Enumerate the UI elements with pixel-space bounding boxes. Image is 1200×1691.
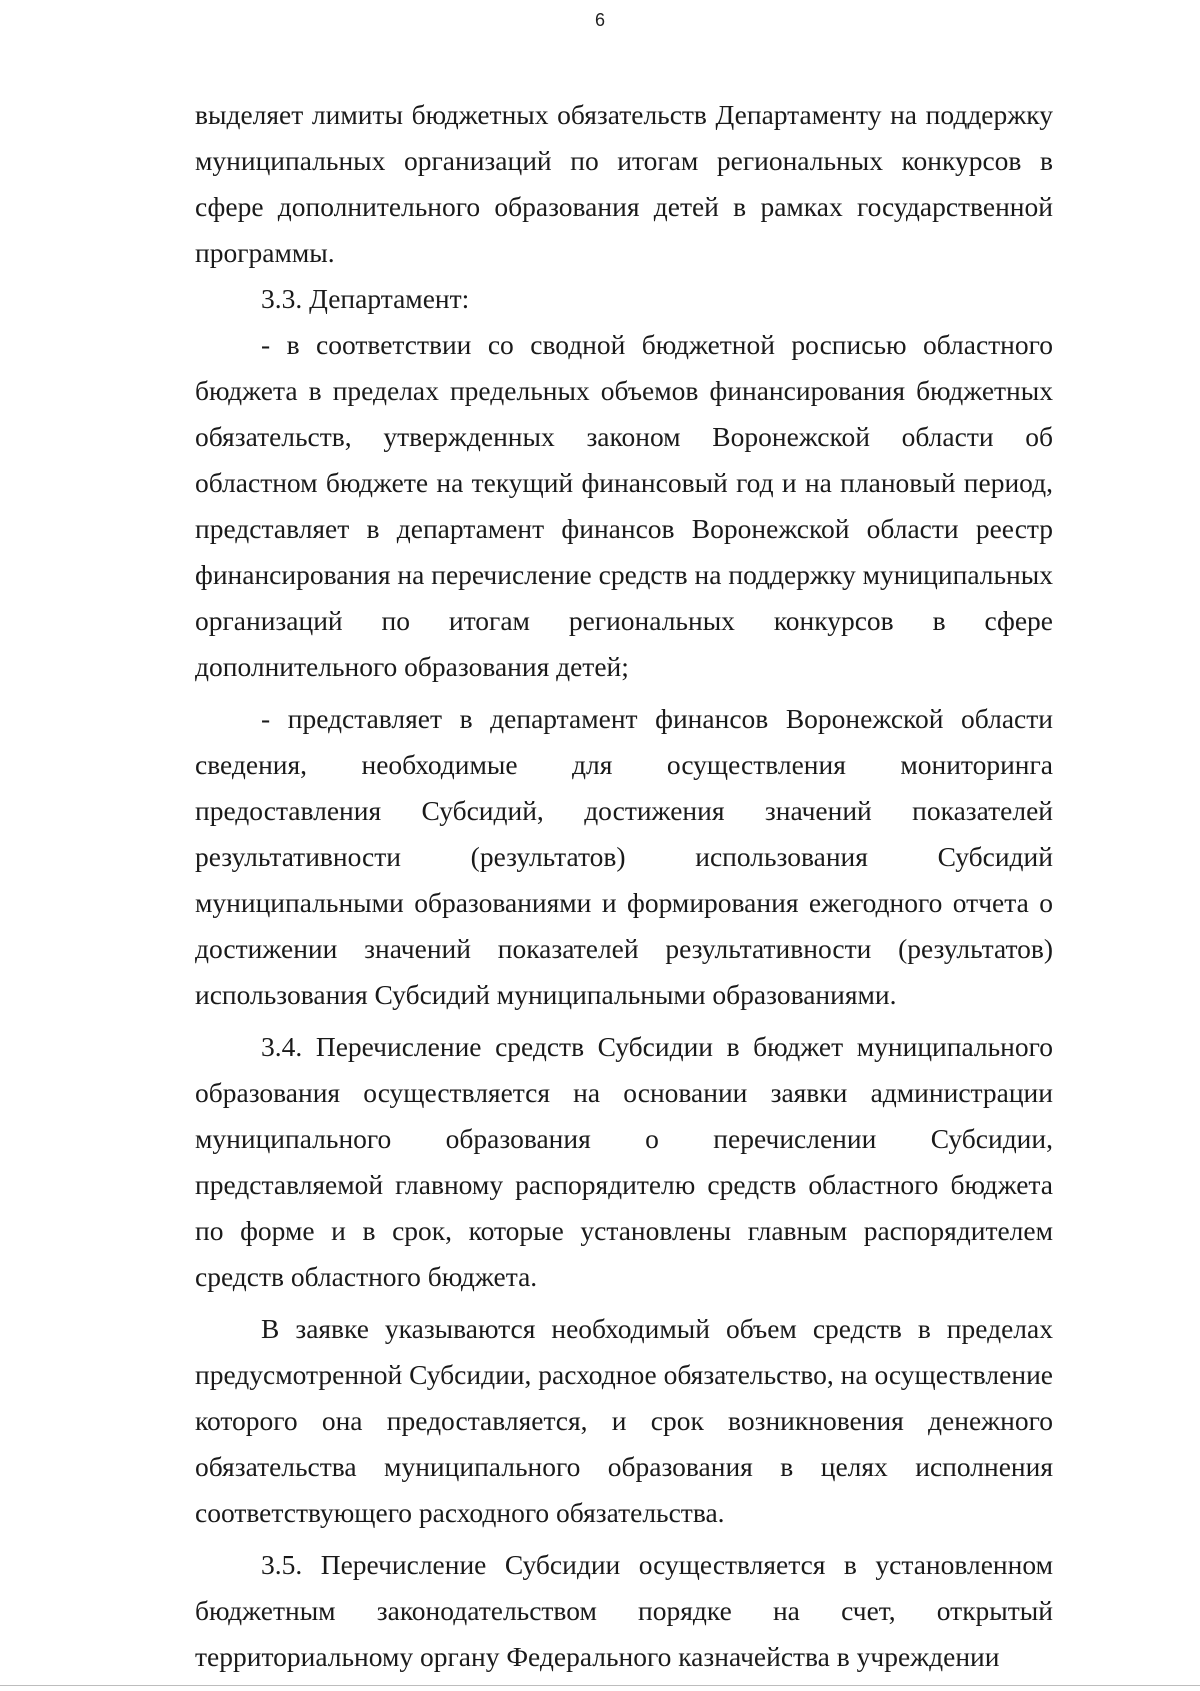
paragraph-section-3-5: 3.5. Перечисление Субсидии осуществляется в установленном бюджетным законодательством порядке на счет, открытый территориальному органу Федерального казначейства в учреждении [195,1549,1053,1672]
paragraph-section-3-4: 3.4. Перечисление средств Субсидии в бюджет муниципального образования осуществляется на основании заявки администрации муниципального образования о перечислении Субсидии, представляемой главному распорядителю средств областного бюджета по форме и в срок, которые установлены главным распорядителем средств областного бюджета. [195,1031,1053,1292]
paragraph-monitoring-info: - представляет в департамент финансов Воронежской области сведения, необходимые для осуществления мониторинга предоставления Субсидий, достижения значений показателей результативности (результатов) использования Субсидий муниципальными образованиями и формирования ежегодного отчета о достижении значений показателей результативности (результатов) использования Субсидий муниципальными образованиями. [195,703,1053,1010]
page-number: 6 [594,10,605,30]
paragraph-limits-allocation: выделяет лимиты бюджетных обязательств Департаменту на поддержку муниципальных организаций по итогам региональных конкурсов в сфере дополнительного образования детей в рамках государственной программы. [195,99,1053,268]
section-heading-3-3: 3.3. Департамент: [261,283,470,314]
paragraph-financing-register: - в соответствии со сводной бюджетной росписью областного бюджета в пределах предельных объемов финансирования бюджетных обязательств, утвержденных законом Воронежской области об областном бюджете на текущий финансовый год и на плановый период, представляет в департамент финансов Воронежской области реестр финансирования на перечисление средств на поддержку муниципальных организаций по итогам региональных конкурсов в сфере дополнительного образования детей; [195,329,1053,682]
bottom-divider [0,1685,1200,1686]
document-body [195,92,1053,1680]
paragraph-application-contents: В заявке указываются необходимый объем средств в пределах предусмотренной Субсидии, расходное обязательство, на осуществление которого она предоставляется, и срок возникновения денежного обязательства муниципального образования в целях исполнения соответствующего расходного обязательства. [195,1313,1053,1528]
